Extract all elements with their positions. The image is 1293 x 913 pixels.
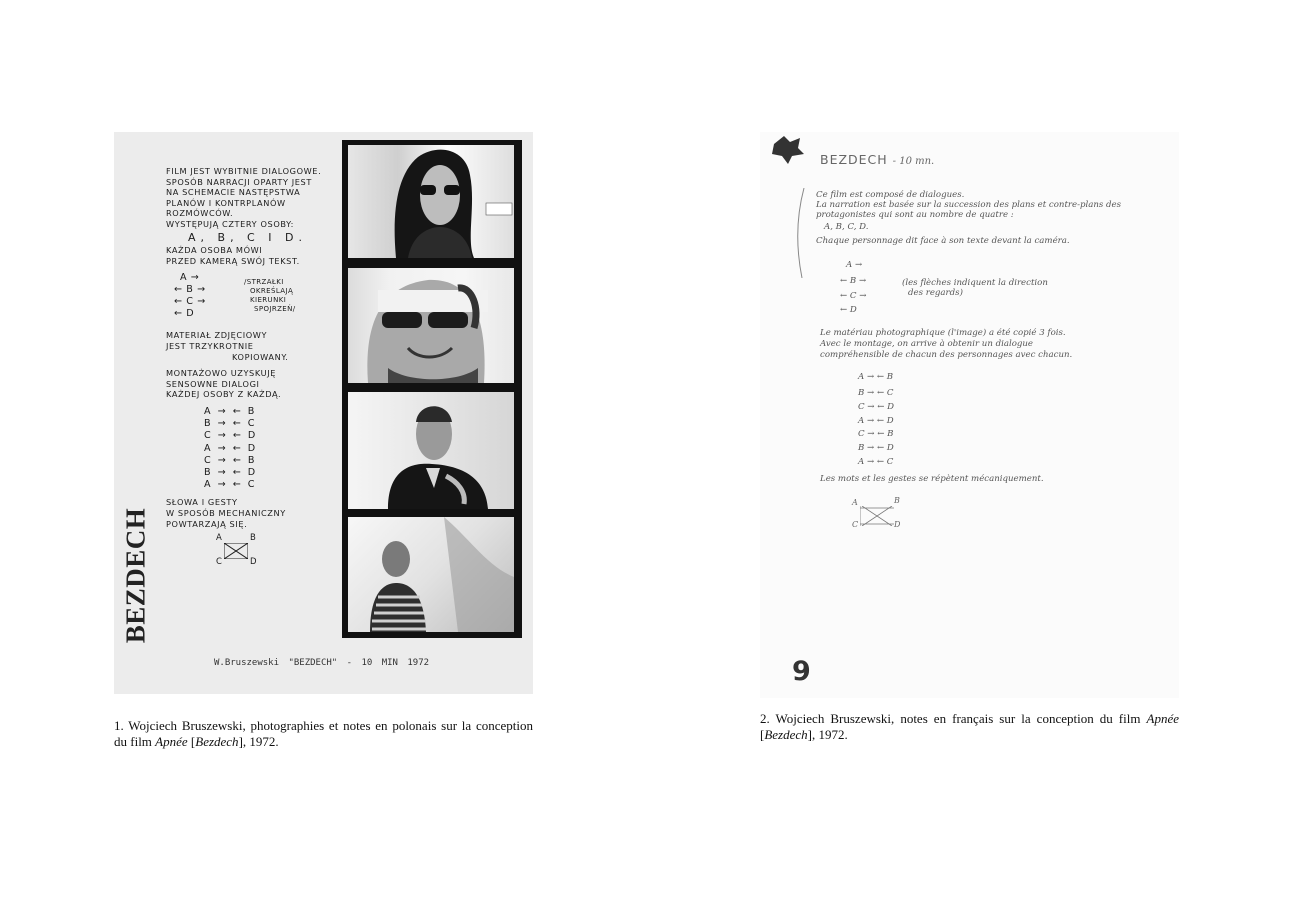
square-letter: D: [250, 557, 257, 568]
square-letter: D: [894, 520, 901, 529]
manuscript-line: Ce film est composé de dialogues.: [816, 190, 965, 200]
page-number: 9: [792, 656, 811, 687]
notes-persons: A, B, C I D.: [188, 230, 307, 244]
arrows-note-line: SPOJRZEŃ/: [254, 305, 296, 314]
manuscript-pair: A → ← C: [858, 457, 894, 467]
notes-line: PLANÓW I KONTRPLANÓW: [166, 197, 286, 208]
arrows-note-line: KIERUNKI: [250, 296, 287, 305]
arrow-line: ← B →: [174, 284, 206, 296]
pair-line: B → ← C: [204, 418, 257, 430]
caption-figure-2: [760, 711, 1179, 743]
portrait-dark-hair-icon: [348, 145, 514, 258]
manuscript-title-text: BEZDECH: [820, 152, 888, 167]
photo-frame-4: [348, 517, 514, 632]
notes-line: POWTARZAJĄ SIĘ.: [166, 518, 248, 529]
square-letter: C: [852, 520, 859, 529]
pair-line: A → ← D: [204, 442, 258, 454]
caption-text: 1. Wojciech Bruszewski, photographies et notes en polonais sur la conception du film: [114, 718, 533, 749]
photo-strip: [342, 140, 522, 638]
manuscript-note: (les flèches indiquent la direction: [902, 278, 1048, 288]
manuscript-line: Le matériau photographique (l'image) a été copié 3 fois.: [820, 328, 1066, 338]
notes-line: FILM JEST WYBITNIE DIALOGOWE.: [166, 166, 322, 176]
manuscript-pair: A → ← D: [858, 416, 894, 426]
caption-text: [: [187, 734, 196, 749]
manuscript-title: [820, 152, 934, 167]
notes-line: MATERIAŁ ZDJĘCIOWY: [166, 330, 268, 341]
polish-notes: [166, 166, 346, 569]
manuscript-arrow: A →: [846, 260, 863, 270]
manuscript-pair: B → ← C: [858, 388, 894, 398]
margin-stroke-icon: [794, 188, 806, 278]
notes-line: KOPIOWANY.: [232, 351, 289, 362]
arrow-line: ← D: [174, 308, 195, 320]
arrow-line: A →: [180, 272, 200, 284]
manuscript-note: des regards): [908, 288, 963, 298]
pair-line: B → ← D: [204, 466, 258, 478]
manuscript-arrow: ← B →: [840, 276, 867, 286]
caption-original-title: Bezdech: [195, 734, 239, 749]
manuscript-arrow: ← C →: [840, 291, 867, 301]
arrow-line: ← C →: [174, 296, 206, 308]
manuscript-pair: C → ← D: [858, 402, 895, 412]
square-letter: B: [250, 533, 256, 544]
caption-figure-1: [114, 718, 533, 750]
figure-1-image: [114, 132, 533, 694]
ink-stamp-icon: [770, 134, 806, 164]
notes-line: KAŻDA OSOBA MÓWI: [166, 245, 263, 256]
manuscript-closing: Les mots et les gestes se répètent mécaniquement.: [820, 474, 1044, 484]
vertical-title: [120, 502, 151, 644]
manuscript-square-diagram: [852, 498, 906, 538]
photo-frame-2: [348, 268, 514, 383]
square-letter: C: [216, 557, 222, 568]
portrait-striped-shirt-icon: [348, 517, 514, 632]
square-letter: B: [894, 496, 900, 505]
manuscript-duration: - 10 mn.: [892, 156, 935, 167]
portrait-sunglasses-icon: [348, 268, 514, 383]
manuscript-line: compréhensible de chacun des personnages avec chacun.: [820, 350, 1073, 360]
manuscript-line: protagonistes qui sont au nombre de quatre :: [816, 210, 1014, 220]
notes-line: WYSTĘPUJĄ CZTERY OSOBY:: [166, 218, 295, 229]
caption-text: ], 1972.: [238, 734, 279, 749]
pair-line: C → ← D: [204, 430, 258, 442]
pair-line: A → ← B: [204, 405, 257, 417]
manuscript-pair: A → ← B: [858, 372, 894, 382]
manuscript-line: La narration est basée sur la succession des plans et contre-plans des: [816, 200, 1122, 210]
photo-frame-3: [348, 392, 514, 509]
notes-line: JEST TRZYKROTNIE: [166, 340, 254, 351]
caption-text: 2. Wojciech Bruszewski, notes en français sur la conception du film: [760, 711, 1147, 726]
pair-line: C → ← B: [204, 454, 257, 466]
vertical-title-text: BEZDECH: [120, 507, 151, 644]
notes-line: W SPOSÓB MECHANICZNY: [166, 507, 286, 518]
caption-text: ], 1972.: [807, 727, 848, 742]
notes-line: SŁOWA I GESTY: [166, 497, 238, 508]
manuscript-pair: B → ← D: [858, 443, 894, 453]
notes-line: SENSOWNE DIALOGI: [166, 378, 260, 389]
manuscript-line: Avec le montage, on arrive à obtenir un dialogue: [820, 339, 1034, 349]
dialogue-square-diagram: [216, 533, 256, 569]
notes-line: PRZED KAMERĄ SWÓJ TEKST.: [166, 255, 300, 266]
manuscript-line: A, B, C, D.: [824, 222, 869, 232]
notes-line: SPOSÓB NARRACJI OPARTY JEST: [166, 176, 312, 187]
square-lines-icon: [224, 543, 248, 559]
portrait-man-turned-icon: [348, 392, 514, 509]
notes-line: ROZMÓWCÓW.: [166, 208, 234, 219]
manuscript-line: Chaque personnage dit face à son texte devant la caméra.: [816, 236, 1070, 246]
manuscript-arrow: ← D: [840, 305, 857, 315]
notes-line: KAŻDEJ OSOBY Z KAŻDĄ.: [166, 389, 282, 400]
caption-text: [: [760, 727, 765, 742]
typed-credit: W.Bruszewski "BEZDECH" - 10 MIN 1972: [214, 658, 430, 668]
notes-line: NA SCHEMACIE NASTĘPSTWA: [166, 187, 301, 198]
square-lines-icon: [860, 506, 894, 526]
figure-2-image: [760, 132, 1179, 698]
gaze-arrows: [166, 272, 346, 324]
arrows-note-line: /STRZAŁKI: [244, 278, 284, 287]
caption-film-title: Apnée: [1146, 711, 1179, 726]
arrows-note-line: OKREŚLAJĄ: [250, 287, 294, 296]
square-letter: A: [852, 498, 858, 507]
manuscript-pair: C → ← B: [858, 429, 894, 439]
notes-line: MONTAŻOWO UZYSKUJĘ: [166, 368, 276, 379]
caption-original-title: Bezdech: [764, 727, 808, 742]
pair-line: A → ← C: [204, 479, 257, 491]
caption-film-title: Apnée: [155, 734, 188, 749]
photo-frame-1: [348, 145, 514, 258]
square-letter: A: [216, 533, 222, 544]
